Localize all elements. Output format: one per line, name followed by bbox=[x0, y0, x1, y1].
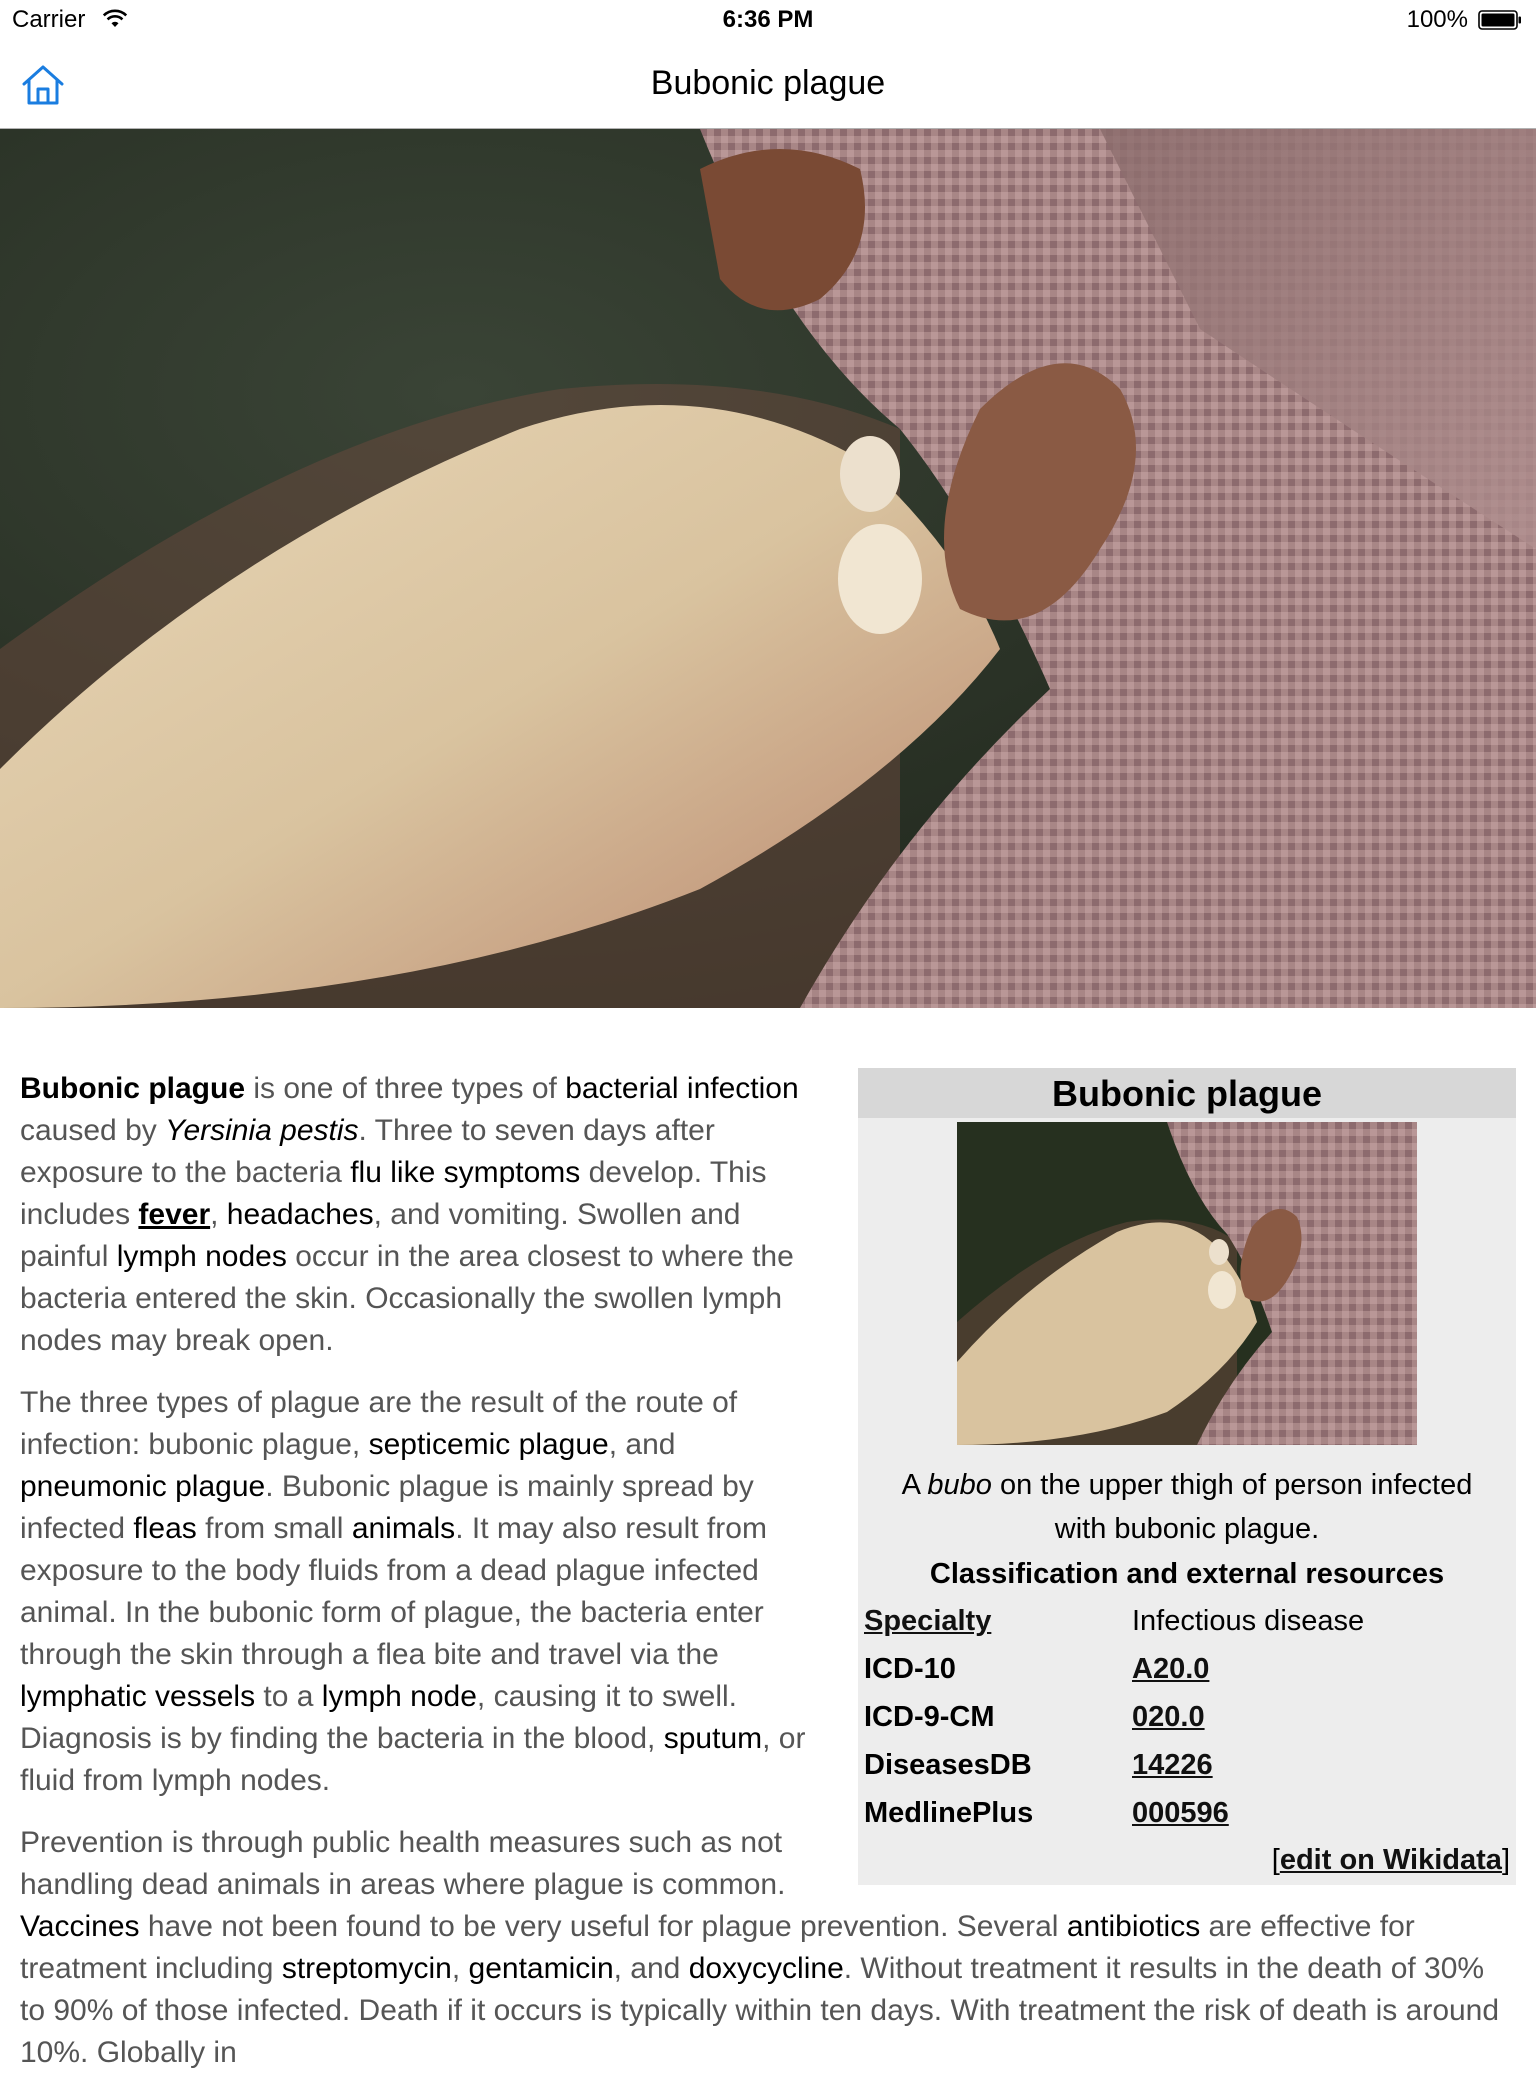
icd10-link[interactable]: A20.0 bbox=[1132, 1653, 1210, 1685]
status-bar bbox=[0, 0, 1536, 40]
hero-image bbox=[0, 129, 1536, 1008]
link-pneumonic-plague[interactable]: pneumonic plague bbox=[20, 1470, 266, 1503]
navigation-bar bbox=[0, 40, 1536, 129]
row-value[interactable] bbox=[1126, 1645, 1516, 1693]
text: , or fluid from lymph nodes. bbox=[20, 1722, 806, 1797]
link-yersinia-pestis[interactable]: Yersinia pestis bbox=[165, 1114, 359, 1147]
link-headaches[interactable]: headaches bbox=[226, 1198, 374, 1231]
row-key: ICD-9-CM bbox=[864, 1701, 995, 1733]
link-doxycycline[interactable]: doxycycline bbox=[688, 1952, 844, 1985]
text: . Three to seven days after exposure to the bacteria bbox=[20, 1114, 715, 1189]
text: is one of three types of bbox=[245, 1072, 566, 1105]
row-key[interactable] bbox=[858, 1597, 1126, 1645]
infobox-image[interactable] bbox=[957, 1122, 1417, 1445]
icd9-link[interactable]: 020.0 bbox=[1132, 1701, 1205, 1733]
text: are effective for treatment including bbox=[20, 1910, 1415, 1985]
edit-on-wikidata bbox=[858, 1837, 1516, 1885]
text: from small bbox=[196, 1512, 352, 1545]
row-key: DiseasesDB bbox=[864, 1749, 1032, 1781]
text: The three types of plague are the result of the route of infection: bubonic plague, bbox=[20, 1386, 738, 1461]
infobox-row bbox=[858, 1741, 1516, 1789]
link-lymphatic-vessels[interactable]: lymphatic vessels bbox=[20, 1680, 256, 1713]
row-value[interactable] bbox=[1126, 1693, 1516, 1741]
carrier-label: Carrier bbox=[12, 6, 86, 33]
link-fever[interactable]: fever bbox=[138, 1198, 211, 1231]
link-fleas[interactable]: fleas bbox=[133, 1512, 197, 1545]
infobox-caption bbox=[858, 1445, 1516, 1551]
text: . Without treatment it results in the death of 30% to 90% of those infected. Death if it occurs is typically within ten days. With treatment the risk of death is around 10%. Globally in bbox=[20, 1952, 1500, 2069]
text: , causing it to swell. Diagnosis is by finding the bacteria in the blood, bbox=[20, 1680, 738, 1755]
link-lymph-node[interactable]: lymph node bbox=[321, 1680, 477, 1713]
link-animals[interactable]: animals bbox=[351, 1512, 456, 1545]
edit-wikidata-link[interactable]: edit on Wikidata bbox=[1279, 1844, 1502, 1876]
caption-text: on the upper thigh of person infected with bubonic plague. bbox=[991, 1469, 1473, 1545]
infobox-table bbox=[858, 1597, 1516, 1837]
text: caused by bbox=[20, 1114, 166, 1147]
infobox bbox=[858, 1068, 1516, 1885]
text: , and vomiting. Swollen and painful bbox=[20, 1198, 741, 1273]
infobox-title: Bubonic plague bbox=[858, 1068, 1516, 1118]
text: develop. This includes bbox=[20, 1156, 767, 1231]
infobox-row bbox=[858, 1693, 1516, 1741]
caption-text: A bbox=[901, 1469, 928, 1501]
article-body bbox=[20, 1068, 1516, 2094]
link-vaccines[interactable]: Vaccines bbox=[20, 1910, 140, 1943]
battery-percent: 100% bbox=[1406, 6, 1468, 33]
infobox-row bbox=[858, 1789, 1516, 1837]
text: , bbox=[210, 1198, 227, 1231]
text: , and bbox=[608, 1428, 676, 1461]
text: occur in the area closest to where the bacteria entered the skin. Occasionally the swollen lymph nodes may break open. bbox=[20, 1240, 794, 1357]
row-key: MedlinePlus bbox=[864, 1797, 1034, 1829]
text: have not been found to be very useful for plague prevention. Several bbox=[139, 1910, 1067, 1943]
medlineplus-link[interactable]: 000596 bbox=[1132, 1797, 1229, 1829]
bold-term: Bubonic plague bbox=[20, 1072, 245, 1105]
bracket: ] bbox=[1501, 1844, 1510, 1876]
link-streptomycin[interactable]: streptomycin bbox=[281, 1952, 452, 1985]
infobox-row bbox=[858, 1597, 1516, 1645]
link-antibiotics[interactable]: antibiotics bbox=[1066, 1910, 1201, 1943]
text: , bbox=[451, 1952, 469, 1985]
link-lymph-nodes[interactable]: lymph nodes bbox=[116, 1240, 287, 1273]
bracket: [ bbox=[1271, 1844, 1280, 1876]
link-gentamicin[interactable]: gentamicin bbox=[468, 1952, 614, 1985]
link-septicemic-plague[interactable]: septicemic plague bbox=[368, 1428, 609, 1461]
text: to a bbox=[255, 1680, 322, 1713]
row-value: Infectious disease bbox=[1132, 1605, 1365, 1637]
battery-icon bbox=[1478, 10, 1522, 30]
text: . It may also result from exposure to the body fluids from a dead plague infected animal. In the bubonic form of plague, the bacteria enter through the skin through a flea bite and travel via the bbox=[20, 1512, 767, 1671]
diseasesdb-link[interactable]: 14226 bbox=[1132, 1749, 1213, 1781]
row-key: ICD-10 bbox=[864, 1653, 956, 1685]
row-value[interactable] bbox=[1126, 1789, 1516, 1837]
page-title: Bubonic plague bbox=[650, 64, 886, 102]
link-bacterial-infection[interactable]: bacterial infection bbox=[565, 1072, 799, 1105]
specialty-link[interactable]: Specialty bbox=[864, 1605, 992, 1637]
link-flu-like-symptoms[interactable]: flu like symptoms bbox=[350, 1156, 581, 1189]
caption-emphasis: bubo bbox=[927, 1469, 992, 1501]
row-value[interactable] bbox=[1126, 1741, 1516, 1789]
classification-heading: Classification and external resources bbox=[929, 1558, 1445, 1590]
clock: 6:36 PM bbox=[722, 6, 814, 33]
text: . Bubonic plague is mainly spread by infected bbox=[20, 1470, 754, 1545]
text: Prevention is through public health measures such as not handling dead animals in areas where plague is common. bbox=[20, 1826, 786, 1901]
link-sputum[interactable]: sputum bbox=[663, 1722, 763, 1755]
infobox-row bbox=[858, 1645, 1516, 1693]
text: , and bbox=[613, 1952, 689, 1985]
